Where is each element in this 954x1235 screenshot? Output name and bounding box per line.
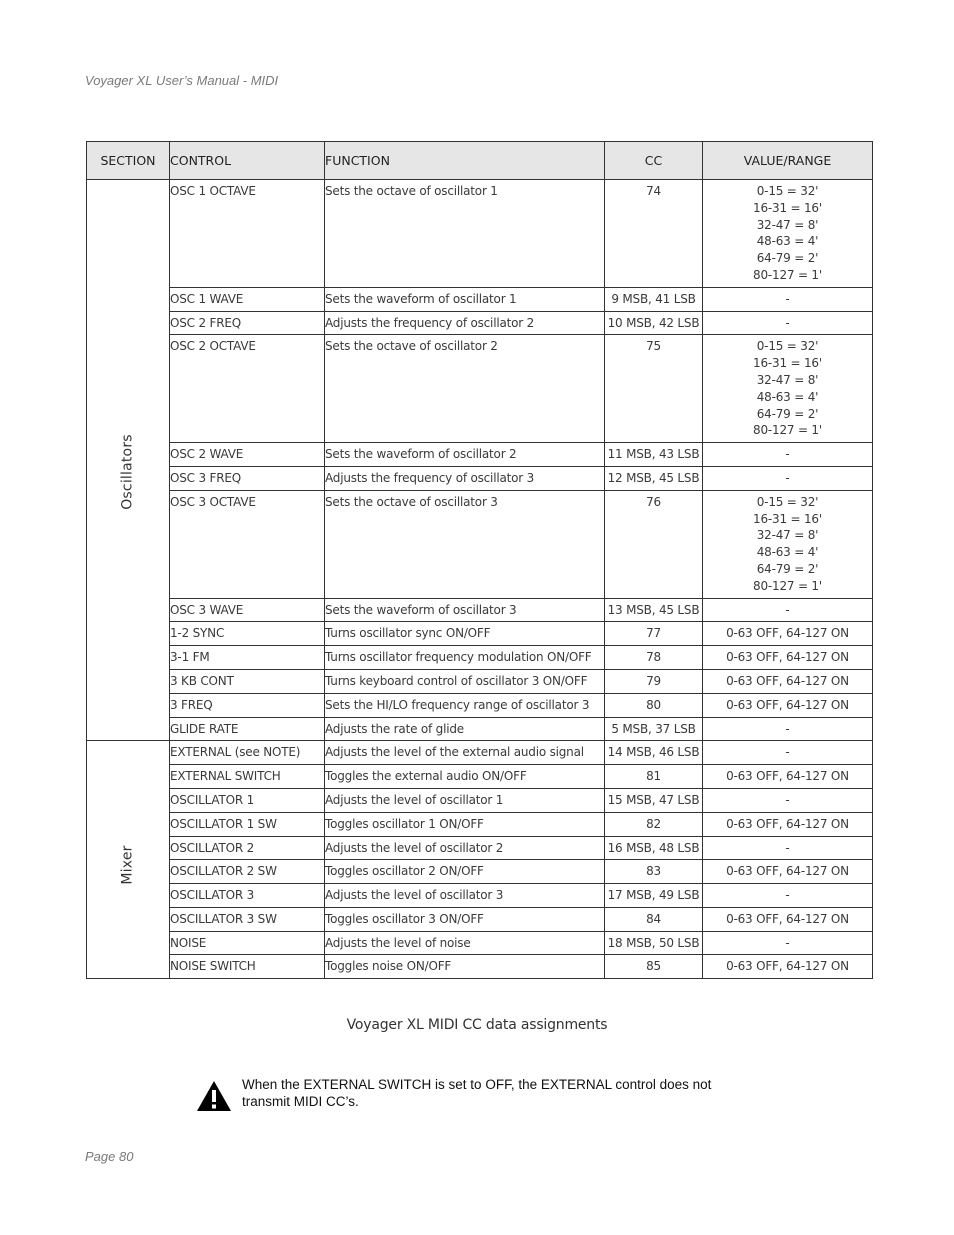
control-cell: OSCILLATOR 1: [170, 788, 325, 812]
cc-cell: 9 MSB, 41 LSB: [605, 287, 703, 311]
table-row: [87, 622, 873, 646]
function-cell: Adjusts the level of oscillator 2: [325, 836, 605, 860]
function-cell: Adjusts the level of noise: [325, 931, 605, 955]
value-range-line: 16-31 = 16': [753, 200, 822, 215]
control-cell: OSCILLATOR 2 SW: [170, 860, 325, 884]
value-range-line: -: [785, 291, 790, 306]
table-row: [87, 788, 873, 812]
control-cell: OSC 3 OCTAVE: [170, 490, 325, 598]
value-range-line: 0-63 OFF, 64-127 ON: [726, 911, 849, 926]
value-range-cell: [703, 490, 873, 598]
value-range-line: -: [785, 888, 790, 903]
cc-cell: 17 MSB, 49 LSB: [605, 884, 703, 908]
table-row: [87, 693, 873, 717]
value-range-cell: [703, 836, 873, 860]
header-function: FUNCTION: [325, 142, 605, 180]
value-range-cell: [703, 180, 873, 288]
value-range-line: 64-79 = 2': [756, 251, 819, 266]
value-range-line: 80-127 = 1': [753, 578, 822, 593]
table-row: [87, 884, 873, 908]
cc-cell: 10 MSB, 42 LSB: [605, 311, 703, 335]
control-cell: OSCILLATOR 1 SW: [170, 812, 325, 836]
function-cell: Sets the waveform of oscillator 3: [325, 598, 605, 622]
cc-cell: 14 MSB, 46 LSB: [605, 741, 703, 765]
table-row: [87, 812, 873, 836]
value-range-cell: [703, 335, 873, 443]
table-row: [87, 443, 873, 467]
value-range-line: 16-31 = 16': [753, 356, 822, 371]
control-cell: GLIDE RATE: [170, 717, 325, 741]
value-range-line: 0-15 = 32': [756, 494, 819, 509]
value-range-line: 0-63 OFF, 64-127 ON: [726, 864, 849, 879]
function-cell: Toggles the external audio ON/OFF: [325, 765, 605, 789]
function-cell: Sets the HI/LO frequency range of oscillator 3: [325, 693, 605, 717]
value-range-line: 48-63 = 4': [756, 234, 819, 249]
cc-cell: 80: [605, 693, 703, 717]
function-cell: Sets the waveform of oscillator 1: [325, 287, 605, 311]
control-cell: NOISE: [170, 931, 325, 955]
control-cell: EXTERNAL SWITCH: [170, 765, 325, 789]
value-range-line: 0-15 = 32': [756, 184, 819, 198]
midi-cc-table: [86, 141, 873, 979]
value-range-line: -: [785, 721, 790, 736]
control-cell: OSC 1 OCTAVE: [170, 180, 325, 288]
function-cell: Sets the octave of oscillator 3: [325, 490, 605, 598]
value-range-cell: [703, 812, 873, 836]
value-range-line: -: [785, 602, 790, 617]
value-range-cell: [703, 311, 873, 335]
function-cell: Sets the waveform of oscillator 2: [325, 443, 605, 467]
value-range-cell: [703, 287, 873, 311]
control-cell: OSC 2 OCTAVE: [170, 335, 325, 443]
value-range-line: 0-63 OFF, 64-127 ON: [726, 959, 849, 974]
function-cell: Turns oscillator sync ON/OFF: [325, 622, 605, 646]
table-row: [87, 335, 873, 443]
section-cell: [87, 180, 170, 741]
cc-cell: 11 MSB, 43 LSB: [605, 443, 703, 467]
cc-cell: 76: [605, 490, 703, 598]
value-range-line: 0-63 OFF, 64-127 ON: [726, 673, 849, 688]
function-cell: Toggles noise ON/OFF: [325, 955, 605, 979]
value-range-cell: [703, 931, 873, 955]
section-cell: [87, 741, 170, 979]
function-cell: Adjusts the level of oscillator 3: [325, 884, 605, 908]
value-range-cell: [703, 860, 873, 884]
function-cell: Toggles oscillator 1 ON/OFF: [325, 812, 605, 836]
function-cell: Turns oscillator frequency modulation ON/OFF: [325, 646, 605, 670]
table-row: [87, 311, 873, 335]
table-row: [87, 836, 873, 860]
control-cell: OSC 2 FREQ: [170, 311, 325, 335]
value-range-cell: [703, 884, 873, 908]
control-cell: OSCILLATOR 3 SW: [170, 907, 325, 931]
control-cell: 3 KB CONT: [170, 669, 325, 693]
value-range-line: 48-63 = 4': [756, 545, 819, 560]
table-row: [87, 180, 873, 288]
warning-icon: [196, 1080, 232, 1112]
value-range-line: -: [785, 840, 790, 855]
value-range-cell: [703, 907, 873, 931]
cc-cell: 82: [605, 812, 703, 836]
table-row: [87, 646, 873, 670]
value-range-cell: [703, 717, 873, 741]
value-range-line: 0-63 OFF, 64-127 ON: [726, 697, 849, 712]
value-range-line: 0-63 OFF, 64-127 ON: [726, 626, 849, 641]
value-range-line: 0-63 OFF, 64-127 ON: [726, 816, 849, 831]
value-range-line: 32-47 = 8': [756, 528, 819, 543]
value-range-line: 32-47 = 8': [756, 372, 819, 387]
cc-cell: 74: [605, 180, 703, 288]
value-range-line: 48-63 = 4': [756, 389, 819, 404]
function-cell: Adjusts the frequency of oscillator 2: [325, 311, 605, 335]
value-range-cell: [703, 741, 873, 765]
control-cell: OSCILLATOR 3: [170, 884, 325, 908]
cc-cell: 79: [605, 669, 703, 693]
value-range-cell: [703, 765, 873, 789]
table-caption: Voyager XL MIDI CC data assignments: [346, 1017, 608, 1033]
value-range-cell: [703, 788, 873, 812]
header-section: SECTION: [87, 142, 170, 180]
value-range-cell: [703, 669, 873, 693]
cc-cell: 12 MSB, 45 LSB: [605, 466, 703, 490]
table-row: [87, 860, 873, 884]
function-cell: Sets the octave of oscillator 1: [325, 180, 605, 288]
value-range-cell: [703, 622, 873, 646]
table-row: [87, 765, 873, 789]
control-cell: OSCILLATOR 2: [170, 836, 325, 860]
function-cell: Adjusts the level of the external audio signal: [325, 741, 605, 765]
cc-cell: 85: [605, 955, 703, 979]
cc-cell: 18 MSB, 50 LSB: [605, 931, 703, 955]
cc-cell: 77: [605, 622, 703, 646]
value-range-line: -: [785, 447, 790, 462]
control-cell: OSC 3 WAVE: [170, 598, 325, 622]
cc-cell: 75: [605, 335, 703, 443]
value-range-line: 64-79 = 2': [756, 406, 819, 421]
function-cell: Adjusts the level of oscillator 1: [325, 788, 605, 812]
function-cell: Adjusts the rate of glide: [325, 717, 605, 741]
control-cell: OSC 3 FREQ: [170, 466, 325, 490]
table-row: [87, 741, 873, 765]
table-row: [87, 955, 873, 979]
value-range-cell: [703, 693, 873, 717]
section-label: Mixer: [119, 845, 136, 885]
value-range-line: -: [785, 315, 790, 330]
header-value-range: VALUE/RANGE: [703, 142, 873, 180]
value-range-line: 0-63 OFF, 64-127 ON: [726, 650, 849, 665]
cc-cell: 16 MSB, 48 LSB: [605, 836, 703, 860]
value-range-line: -: [785, 792, 790, 807]
control-cell: 3-1 FM: [170, 646, 325, 670]
table-row: [87, 287, 873, 311]
table-row: [87, 490, 873, 598]
table-header-row: [87, 142, 873, 180]
control-cell: NOISE SWITCH: [170, 955, 325, 979]
value-range-line: -: [785, 745, 790, 760]
cc-cell: 78: [605, 646, 703, 670]
value-range-cell: [703, 443, 873, 467]
cc-cell: 5 MSB, 37 LSB: [605, 717, 703, 741]
control-cell: OSC 2 WAVE: [170, 443, 325, 467]
value-range-line: 64-79 = 2': [756, 561, 819, 576]
function-cell: Sets the octave of oscillator 2: [325, 335, 605, 443]
value-range-line: 0-15 = 32': [756, 339, 819, 354]
cc-cell: 15 MSB, 47 LSB: [605, 788, 703, 812]
table-row: [87, 598, 873, 622]
table-row: [87, 931, 873, 955]
control-cell: EXTERNAL (see NOTE): [170, 741, 325, 765]
cc-cell: 81: [605, 765, 703, 789]
section-label: Oscillators: [119, 434, 136, 510]
value-range-line: 32-47 = 8': [756, 217, 819, 232]
header-cc: CC: [605, 142, 703, 180]
value-range-line: 80-127 = 1': [753, 423, 822, 438]
cc-cell: 83: [605, 860, 703, 884]
value-range-cell: [703, 646, 873, 670]
function-cell: Adjusts the frequency of oscillator 3: [325, 466, 605, 490]
value-range-line: 0-63 OFF, 64-127 ON: [726, 769, 849, 784]
table-row: [87, 466, 873, 490]
function-cell: Toggles oscillator 2 ON/OFF: [325, 860, 605, 884]
function-cell: Toggles oscillator 3 ON/OFF: [325, 907, 605, 931]
cc-cell: 13 MSB, 45 LSB: [605, 598, 703, 622]
value-range-line: 16-31 = 16': [753, 511, 822, 526]
value-range-cell: [703, 598, 873, 622]
table-body: [87, 180, 873, 979]
table-row: [87, 907, 873, 931]
table-row: [87, 717, 873, 741]
table-row: [87, 669, 873, 693]
note-text: When the EXTERNAL SWITCH is set to OFF, the EXTERNAL control does not transmit MIDI CC’s.: [242, 1077, 712, 1109]
value-range-line: 80-127 = 1': [753, 267, 822, 282]
control-cell: 3 FREQ: [170, 693, 325, 717]
page-number: Page 80: [85, 1149, 134, 1164]
value-range-cell: [703, 955, 873, 979]
control-cell: OSC 1 WAVE: [170, 287, 325, 311]
control-cell: 1-2 SYNC: [170, 622, 325, 646]
value-range-cell: [703, 466, 873, 490]
running-header: Voyager XL User’s Manual - MIDI: [85, 73, 279, 88]
value-range-line: -: [785, 935, 790, 950]
header-control: CONTROL: [170, 142, 325, 180]
value-range-line: -: [785, 470, 790, 485]
cc-cell: 84: [605, 907, 703, 931]
function-cell: Turns keyboard control of oscillator 3 ON/OFF: [325, 669, 605, 693]
